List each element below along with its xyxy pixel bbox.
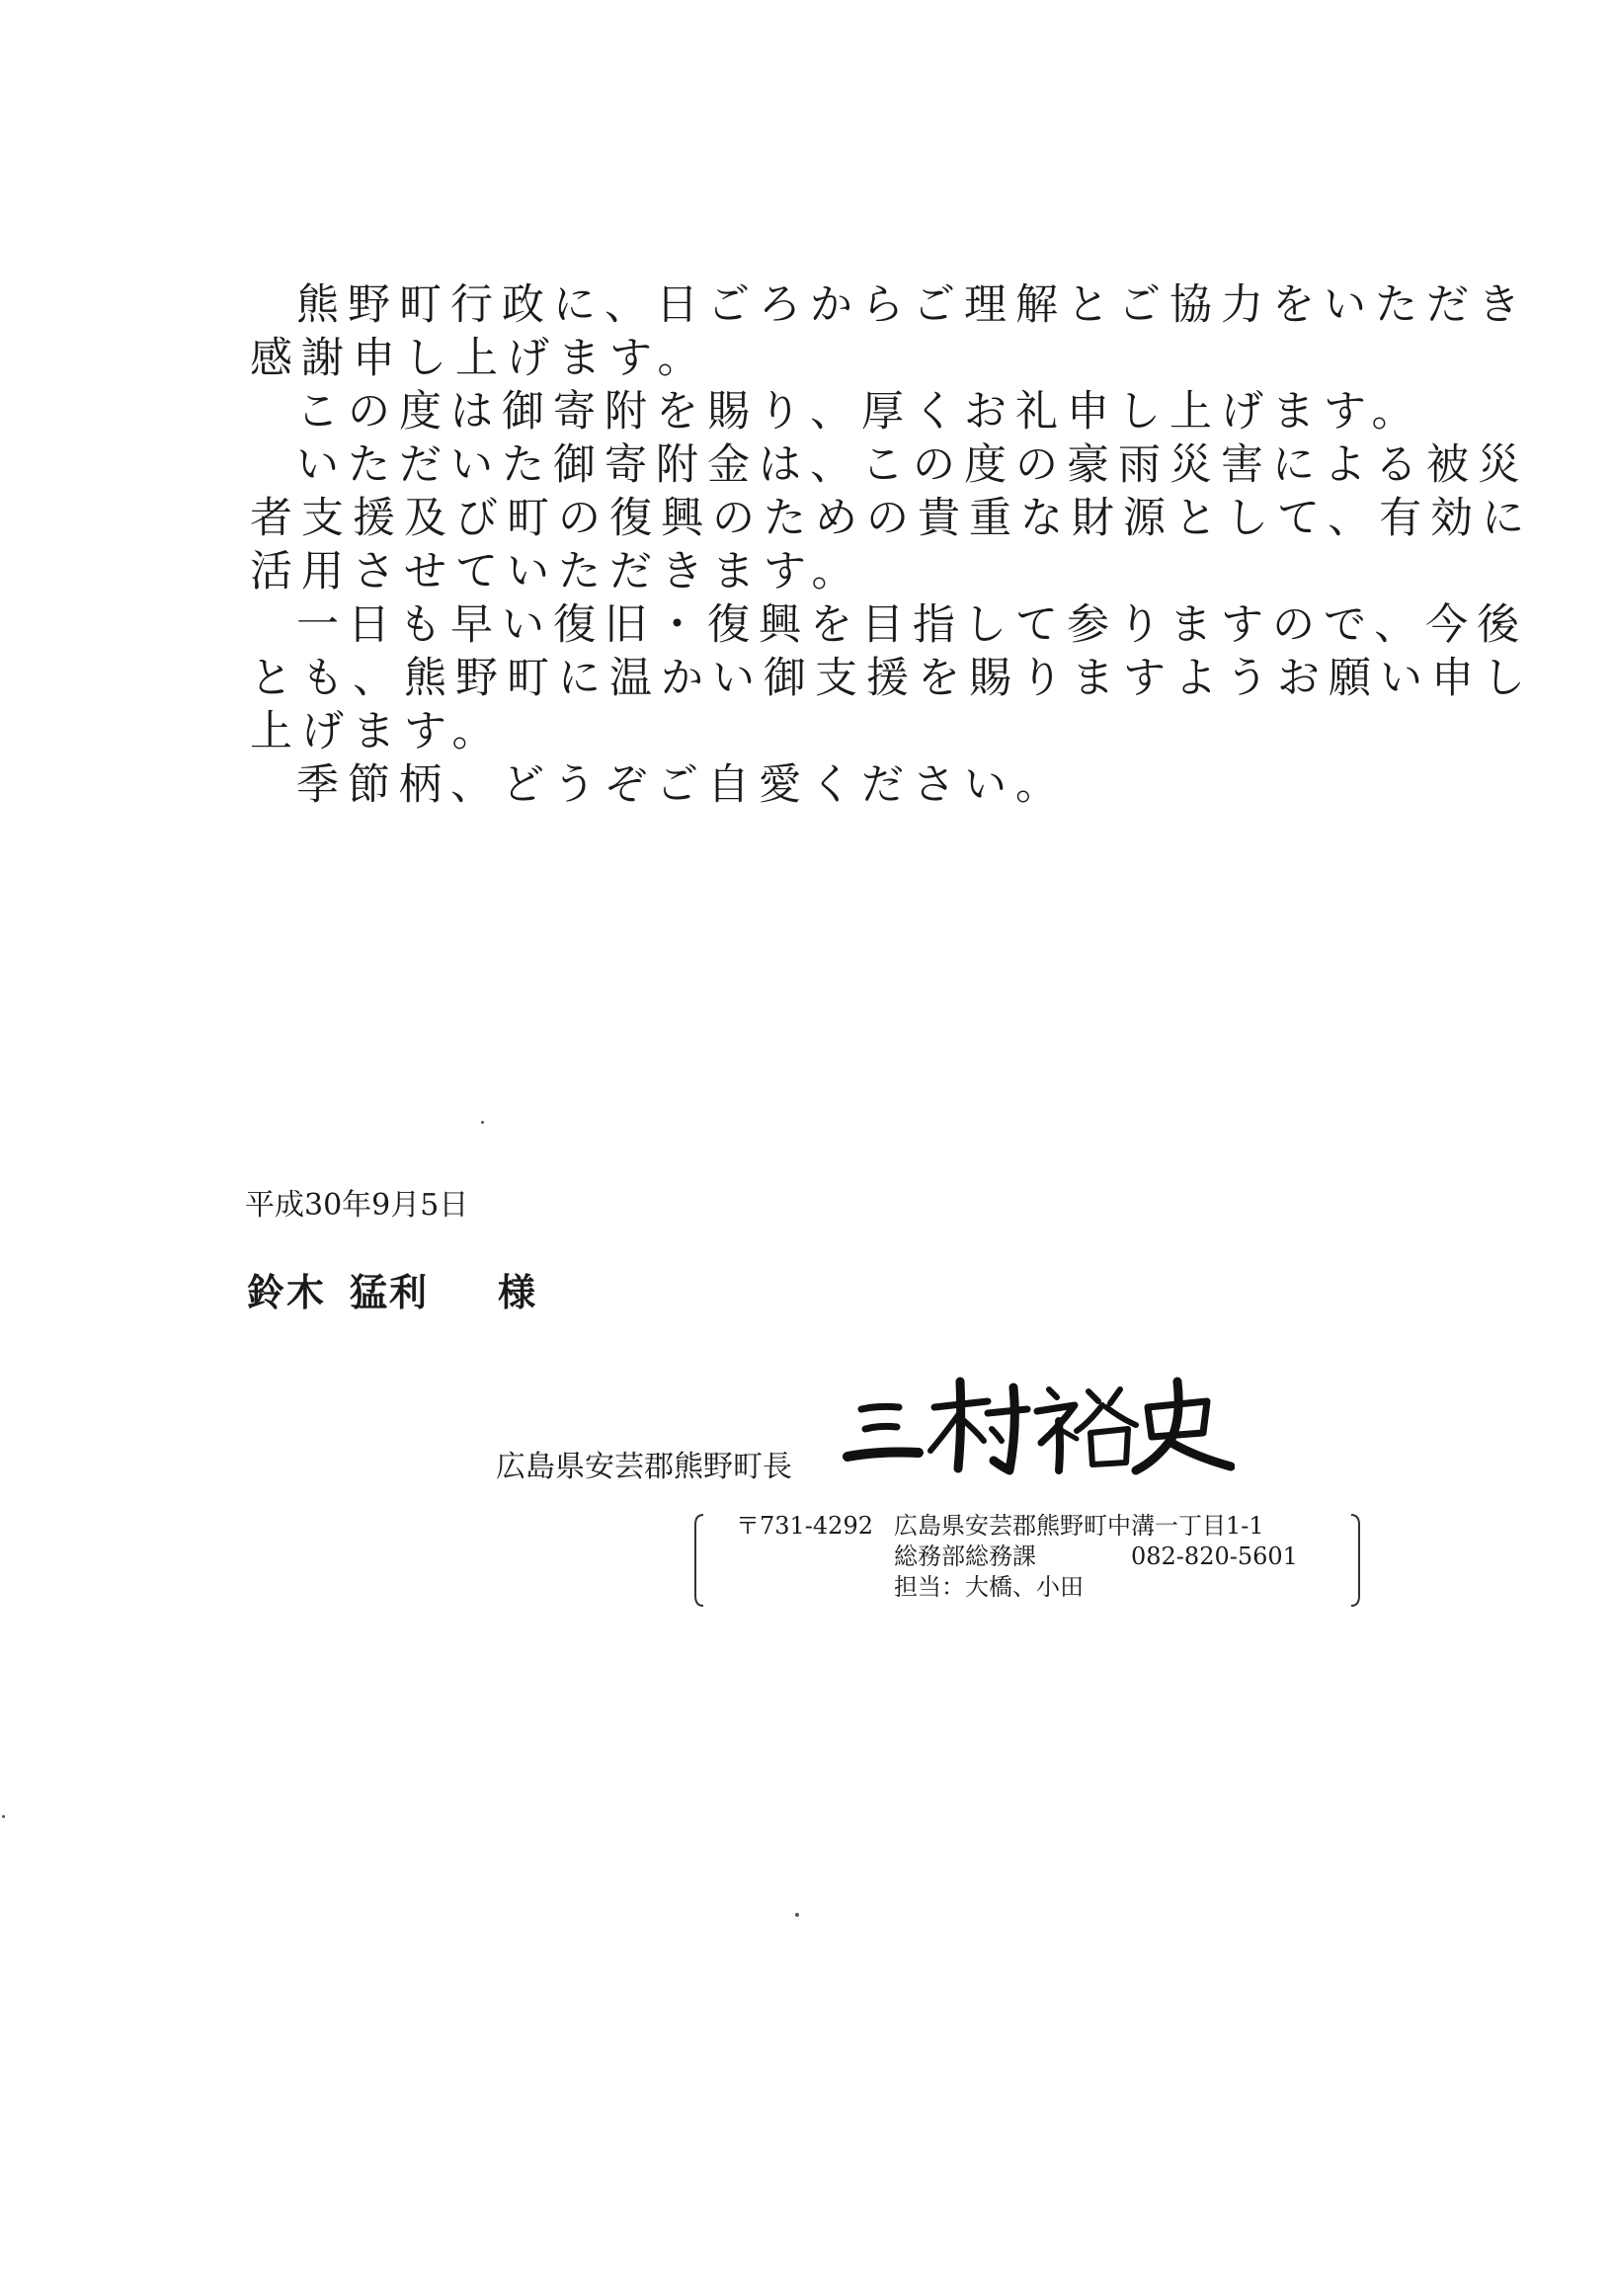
letter-line: 上げます。 <box>250 707 504 756</box>
contact-row-address <box>736 1511 1298 1542</box>
contact-details <box>736 1511 1298 1603</box>
contact-row-person <box>736 1572 1298 1603</box>
letter-body <box>250 278 1534 812</box>
letter-line: この度は御寄附を賜り、厚くお礼申し上げます。 <box>296 387 1423 436</box>
letter-line: 熊野町行政に、日ごろからご理解とご協力をいただき <box>296 280 1529 330</box>
contact-person: 担当：大橋、小田 <box>894 1573 1084 1601</box>
contact-box <box>691 1511 1363 1610</box>
contact-postal-code: 〒731-4292 <box>736 1512 873 1540</box>
recipient-given-name: 猛利 <box>350 1270 430 1314</box>
letter-line: 活用させていただきます。 <box>250 547 863 596</box>
contact-address: 広島県安芸郡熊野町中溝一丁目1-1 <box>894 1512 1264 1540</box>
recipient-name <box>247 1262 537 1316</box>
letter-line: 感謝申し上げます。 <box>250 334 709 383</box>
scan-speck <box>481 1121 484 1124</box>
letter-line: いただいた御寄附金は、この度の豪雨災害による被災 <box>296 440 1529 490</box>
handwritten-signature <box>840 1368 1235 1476</box>
letter-line: 季節柄、どうぞご自愛ください。 <box>296 760 1067 810</box>
letter-line: 一日も早い復旧・復興を目指して参りますので、今後 <box>296 600 1529 650</box>
letter-date: 平成30年9月5日 <box>245 1188 469 1223</box>
scan-speck <box>2 1815 5 1818</box>
contact-department: 総務部総務課 <box>894 1543 1036 1570</box>
sender-organization: 広島県安芸郡熊野町長 <box>496 1450 792 1484</box>
recipient-honorific: 様 <box>498 1270 538 1314</box>
contact-row-department <box>736 1542 1298 1572</box>
letter-line: とも、熊野町に温かい御支援を賜りますようお願い申し <box>250 654 1534 703</box>
letter-line: 者支援及び町の復興のための貴重な財源として、有効に <box>250 494 1534 543</box>
scan-speck <box>795 1913 799 1917</box>
recipient-family-name: 鈴木 <box>247 1270 327 1314</box>
contact-phone: 082-820-5601 <box>1131 1543 1298 1570</box>
